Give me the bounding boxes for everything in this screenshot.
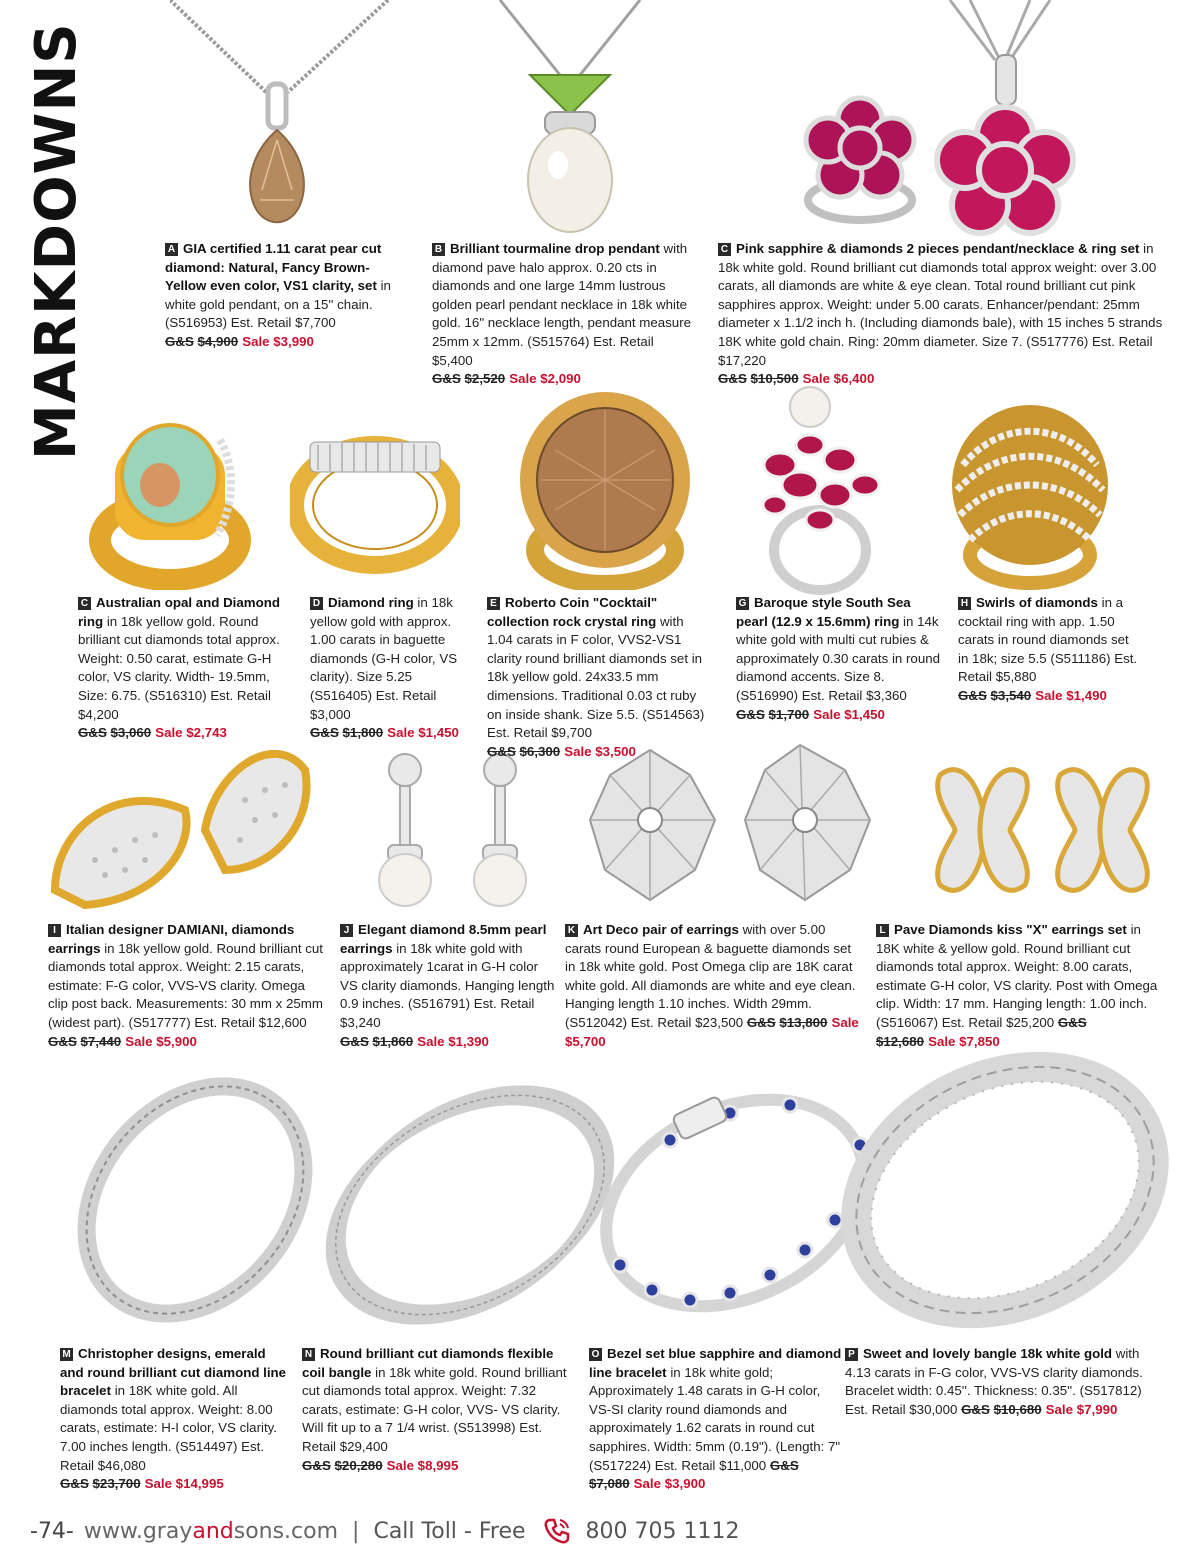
url-part: sons.com (233, 1518, 339, 1544)
product-description: in 18k white gold with approximately 1carat in G-H color VS clarity diamonds. Hanging length 0.9 inches. (S516791) Est. Retail $3,240 (340, 940, 555, 1030)
sale-label: Sale (813, 706, 841, 722)
sale-label: Sale (155, 725, 183, 741)
item-letter: I (48, 924, 61, 937)
product-image-rock-crystal-ring (515, 390, 695, 590)
product-image-sapphire-bracelet (590, 1085, 880, 1320)
product-image-pearl-ruby-ring (740, 385, 900, 595)
item-letter: E (487, 597, 500, 610)
gs-price: $7,440 (80, 1033, 122, 1049)
gs-price: $1,860 (372, 1033, 414, 1049)
gs-price-label: G&S (432, 371, 461, 387)
item-letter: N (302, 1348, 315, 1361)
phone-number[interactable]: 800 705 1112 (585, 1518, 740, 1544)
product-k (565, 921, 865, 1051)
product-title: Sweet and lovely bangle 18k white gold (863, 1346, 1113, 1361)
footer-separator: | (352, 1518, 360, 1544)
product-description: in 18k white gold. Round brilliant cut diamonds total approx weight: over 3.00 carats, all diamonds are white & eye clean. Total round brilliant cut pink sapphires approx. Weight: under 5.00 carats. Enhancer/pendant: 25mm diameter x 1.1/2 inch h. (Including diamonds bale), with 15 inches 5 strands 18K white gold chain. Ring: 20mm diameter. Size 7. (S517776) Est. Retail $17,220 (718, 241, 1163, 368)
item-letter: C (718, 243, 731, 256)
gs-price-label: G&S (310, 725, 339, 741)
phone-icon (542, 1516, 572, 1546)
gs-price: $10,680 (993, 1401, 1042, 1417)
section-title: MARKDOWNS (24, 22, 89, 460)
sale-label: Sale (242, 333, 270, 349)
item-letter: O (589, 1348, 602, 1361)
product-title: Elegant diamond 8.5mm pearl earrings (340, 922, 547, 956)
product-description: with diamond pave halo approx. 0.20 cts in diamonds and one large 14mm lustrous golden pearl pendant necklace in 18k white gold. 16" necklace length, pendant measure 25mm x 12mm. (S515764) Est. Retail $5,400 (432, 241, 692, 368)
gs-price: $3,540 (990, 687, 1032, 703)
sale-label: Sale (1035, 687, 1063, 703)
item-letter: B (432, 243, 445, 256)
product-title: Pave Diamonds kiss "X" earrings set (894, 922, 1127, 937)
sale-label: Sale (802, 371, 830, 387)
product-title: Australian opal and Diamond ring (78, 595, 280, 629)
sale-label: Sale (509, 371, 537, 387)
sale-price: $1,490 (1066, 687, 1107, 703)
product-o (589, 1345, 844, 1494)
gs-price-label: G&S (78, 725, 107, 741)
call-label: Call Toll - Free (373, 1518, 526, 1544)
product-title: Brilliant tourmaline drop pendant (450, 241, 660, 256)
product-description: with 1.04 carats in F color, VVS2-VS1 clarity round brilliant diamonds set in 18k yellow gold. 24x33.5 mm dimensions. Traditional 0.03 ct ruby on inside shank. Size 5.5. (S514563) Est. Retail $9,700 (487, 613, 705, 741)
item-letter: G (736, 597, 749, 610)
sale-price: $3,900 (664, 1476, 706, 1492)
sale-label: Sale (928, 1033, 956, 1049)
gs-price-label: G&S (1057, 1014, 1087, 1030)
gs-price: $23,700 (92, 1476, 141, 1492)
gs-price-label: G&S (302, 1457, 331, 1473)
sale-price: $2,090 (540, 371, 581, 387)
sale-price: $1,450 (418, 725, 459, 741)
product-image-line-bracelet (55, 1060, 325, 1330)
gs-price-label: G&S (736, 706, 765, 722)
product-d (310, 594, 470, 743)
gs-price-label: G&S (961, 1401, 990, 1417)
gs-price: $3,060 (110, 725, 152, 741)
sale-price: $7,850 (959, 1033, 1000, 1049)
product-title: Round brilliant cut diamonds flexible coil bangle (302, 1346, 554, 1380)
sale-price: $5,900 (156, 1033, 197, 1049)
product-n (302, 1345, 574, 1475)
product-description: with 4.13 carats in F-G color, VVS-VS clarity diamonds. Bracelet width: 0.45''. Thickness: 0.35''. (S517812) Est. Retail $30,000 (845, 1346, 1143, 1417)
gs-price: $13,800 (779, 1014, 828, 1030)
product-title: Art Deco pair of earrings (583, 922, 739, 937)
gs-price: $1,800 (342, 725, 384, 741)
sale-label: Sale (1045, 1401, 1074, 1417)
item-letter: C (78, 597, 91, 610)
product-title: Baroque style South Sea pearl (12.9 x 15.6mm) ring (736, 595, 911, 629)
product-title: Diamond ring (328, 595, 414, 610)
product-title: Bezel set blue sapphire and diamond line bracelet (589, 1346, 842, 1380)
product-j (340, 921, 555, 1051)
sale-label: Sale (125, 1033, 153, 1049)
sale-price: $1,390 (448, 1033, 489, 1049)
product-description: in 18k white gold. Round brilliant cut diamonds total approx. Weight: 7.32 carats, estimate: G-H color, VVS- VS clarity. Will fit up to a 7 1/4 wrist. (S513998) Est. Retail $29,400 (302, 1364, 567, 1454)
product-c (718, 240, 1163, 389)
product-g (736, 594, 946, 724)
product-image-lace-bangle (840, 1050, 1170, 1330)
url-part-highlight: and (192, 1518, 234, 1544)
gs-price: $7,080 (589, 1476, 630, 1492)
item-letter: H (958, 597, 971, 610)
item-letter: L (876, 924, 889, 937)
item-letter: P (845, 1348, 858, 1361)
product-p (845, 1345, 1155, 1419)
gs-price-label: G&S (487, 743, 516, 759)
product-image-pear-diamond-pendant (170, 0, 390, 235)
item-letter: M (60, 1348, 73, 1361)
gs-price: $6,300 (519, 743, 561, 759)
gs-price: $1,700 (768, 706, 810, 722)
product-image-opal-ring (85, 405, 255, 590)
gs-price: $2,520 (464, 371, 506, 387)
gs-price: $20,280 (334, 1457, 383, 1473)
product-image-coil-bangle (310, 1085, 620, 1330)
gs-price-label: G&S (48, 1033, 77, 1049)
product-image-pearl-earrings (370, 750, 550, 915)
product-title: Pink sapphire & diamonds 2 pieces pendant/necklace & ring set (736, 241, 1140, 256)
item-letter: D (310, 597, 323, 610)
url-part: www.gray (83, 1518, 193, 1544)
sale-label: Sale (564, 743, 592, 759)
gs-price: $12,680 (876, 1033, 925, 1049)
page-footer (30, 1512, 740, 1550)
product-description: in 18k yellow gold. Round brilliant cut diamonds total approx. Weight: 0.50 carat, estimate G-H color, VS clarity. Width- 19.5mm, Size: 6.75. (S516310) Est. Retail $4,200 (78, 613, 280, 722)
product-image-tourmaline-pearl-pendant (470, 0, 670, 240)
product-image-pink-sapphire-set (800, 0, 1100, 240)
product-description: with over 5.00 carats round European & baguette diamonds set in 18k white gold. Post Omega clip are 18K carat white gold. All diamonds are white and eye clean. Hanging length 1.10 inches. Width 29mm. (S512042) Est. Retail $23,500 (565, 922, 856, 1030)
product-l (876, 921, 1166, 1051)
sale-price: $7,990 (1076, 1401, 1118, 1417)
product-a (165, 240, 400, 352)
sale-label: Sale (831, 1014, 859, 1030)
sale-label: Sale (633, 1476, 662, 1492)
product-c2 (78, 594, 300, 743)
product-description: in white gold pendant, on a 15'' chain. (S516953) Est. Retail $7,700 (165, 278, 391, 331)
product-description: in 18k white gold; Approximately 1.48 carats in G-H color, VS-SI clarity round diamonds and approximately 1.62 carats in round cut sapphires. Width: 5mm (0.19"). (Length: 7" (S517224) Est. Retail $11,000 (589, 1364, 841, 1473)
item-letter: A (165, 243, 178, 256)
product-e (487, 594, 709, 761)
product-image-x-earrings (925, 755, 1165, 915)
product-b (432, 240, 697, 389)
gs-price-label: G&S (340, 1033, 369, 1049)
gs-price-label: G&S (769, 1457, 799, 1473)
gs-price-label: G&S (165, 333, 194, 349)
website-link[interactable] (84, 1519, 338, 1544)
sale-price: $14,995 (175, 1476, 224, 1492)
item-letter: J (340, 924, 353, 937)
gs-price: $4,900 (197, 333, 239, 349)
product-title: Italian designer DAMIANI, diamonds earrings (48, 922, 295, 956)
sale-price: $1,450 (844, 706, 885, 722)
product-title: Roberto Coin "Cocktail" collection rock crystal ring (487, 595, 658, 629)
product-description: in 14k white gold with multi cut rubies & approximately 0.30 carats in round diamond accents. Size 8. (S516990) Est. Retail $3,360 (736, 613, 940, 703)
item-letter: K (565, 924, 578, 937)
gs-price-label: G&S (958, 687, 987, 703)
gs-price-label: G&S (746, 1014, 776, 1030)
sale-label: Sale (417, 1033, 445, 1049)
sale-price: $2,743 (186, 725, 227, 741)
product-description: in a cocktail ring with app. 1.50 carats in round diamonds set in 18k; size 5.5 (S511186) Est. Retail $5,880 (958, 595, 1138, 685)
gs-price-label: G&S (718, 371, 747, 387)
sale-price: $3,990 (273, 333, 314, 349)
gs-price-label: G&S (60, 1476, 89, 1492)
product-description: in 18K white gold. All diamonds total approx. Weight: 8.00 carats, estimate: H-I color, VS clarity. 7.00 inches length. (S514497) Est. Retail $46,080 (60, 1383, 277, 1473)
page-number: -74- (30, 1518, 74, 1544)
product-image-baguette-ring (290, 430, 460, 575)
sale-price: $3,500 (595, 743, 636, 759)
sale-label: Sale (386, 1457, 414, 1473)
sale-label: Sale (387, 725, 415, 741)
sale-label: Sale (144, 1476, 172, 1492)
product-description: in 18K white & yellow gold. Round brilliant cut diamonds total approx. Weight: 8.00 carats, estimate G-H color, VS clarity. Post with Omega clip. Width: 17 mm. Hanging length: 1.00 inch. (S516067) Est. Retail $25,200 (876, 922, 1158, 1030)
product-h (958, 594, 1138, 706)
product-image-damiani-earrings (45, 730, 315, 910)
product-image-art-deco-earrings (580, 740, 880, 915)
product-description: in 18k yellow gold. Round brilliant cut diamonds total approx. Weight: 2.15 carats, estimate: F-G color, VVS-VS clarity. Omega clip post back. Measurements: 30 mm x 25mm (widest part). (S517777) Est. Retail $12,600 (48, 940, 323, 1030)
product-title: Christopher designs, emerald and round brilliant cut diamond line bracelet (60, 1346, 287, 1399)
sale-price: $6,400 (833, 371, 875, 387)
product-description: in 18k yellow gold with approx. 1.00 carats in baguette diamonds (G-H color, VS clarity). Size 5.25 (S516405) Est. Retail $3,000 (310, 595, 458, 722)
product-i (48, 921, 328, 1051)
product-image-swirls-ring (945, 390, 1115, 590)
sale-price: $5,700 (565, 1033, 606, 1049)
gs-price: $10,500 (750, 371, 799, 387)
product-title: Swirls of diamonds (976, 595, 1098, 610)
product-m (60, 1345, 292, 1494)
sale-price: $8,995 (417, 1457, 459, 1473)
product-title: GIA certified 1.11 carat pear cut diamond: Natural, Fancy Brown-Yellow even color, VS1 clarity, set (165, 241, 382, 294)
